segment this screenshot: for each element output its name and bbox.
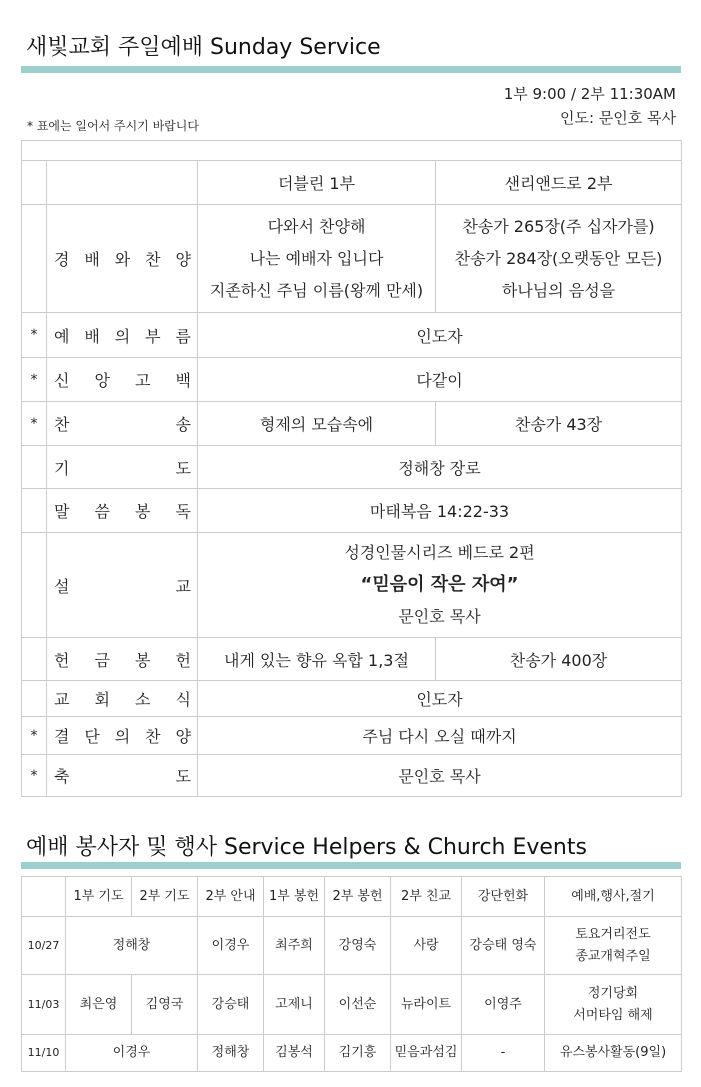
table-row: 11/10 이경우 정해창 김봉석 김기흥 믿음과섬김 - 유스봉사활동(9일): [22, 1035, 682, 1072]
sermon-title: “믿음이 작은 자여”: [360, 574, 519, 595]
offering-row: 헌 금 봉 헌 내게 있는 향유 옥합 1,3절 찬송가 400장: [22, 638, 682, 681]
row-label: 교 회 소 식: [54, 690, 191, 709]
service-info: [504, 82, 676, 130]
service-leader: 인도: 문인호 목사: [559, 109, 676, 127]
row-label: 헌 금 봉 헌: [54, 650, 191, 670]
row-label: 신 앙 고 백: [54, 371, 191, 390]
row-label: 경 배 와 찬 양: [54, 250, 191, 269]
service-times: 1부 9:00 / 2부 11:30AM: [503, 85, 676, 103]
helpers-header-row: 1부 기도 2부 기도 2부 안내 1부 봉헌 2부 봉헌 2부 친교 강단헌화 예배,행사,절기: [22, 877, 682, 917]
creed-row: * 신 앙 고 백 다같이: [22, 358, 682, 402]
sermon-preacher: 문인호 목사: [398, 607, 481, 626]
hymn-row: * 찬 송 형제의 모습속에 찬송가 43장: [22, 402, 682, 446]
table-spacer-row: [22, 141, 682, 161]
page-title: 새빛교회 주일예배 Sunday Service: [26, 35, 381, 60]
response-hymn-row: * 결 단 의 찬 양 주님 다시 오실 때까지: [22, 717, 682, 755]
row-label: 결 단 의 찬 양: [54, 727, 191, 746]
row-label: 찬 송: [54, 415, 191, 434]
call-to-worship-row: * 예 배 의 부 름 인도자: [22, 313, 682, 358]
prayer-row: 기 도 정해창 장로: [22, 446, 682, 489]
helpers-title: 예배 봉사자 및 행사 Service Helpers & Church Events: [26, 835, 587, 860]
order-of-service-table: [21, 140, 682, 797]
helpers-underline: [21, 862, 681, 869]
title-underline: [21, 66, 681, 73]
row-label: 축 도: [54, 767, 191, 786]
worship-row: [22, 205, 682, 313]
row-label: 설 교: [54, 576, 191, 596]
row-label: 예 배 의 부 름: [54, 326, 191, 346]
sermon-row: [22, 533, 682, 638]
benediction-row: * 축 도 문인호 목사: [22, 755, 682, 797]
scripture-row: 말 씀 봉 독 마태복음 14:22-33: [22, 489, 682, 533]
row-label: 기 도: [54, 458, 191, 478]
worship-songs-2: 찬송가 265장(주 십자가를) 찬송가 284장(오랫동안 모든) 하나님의 음성을: [436, 205, 682, 313]
worship-songs-1: 다와서 찬양해 나는 예배자 입니다 지존하신 주님 이름(왕께 만세): [198, 205, 436, 313]
helpers-table: [21, 876, 682, 1072]
announcements-row: 교 회 소 식 인도자: [22, 681, 682, 717]
table-row: 10/27 정해창 이경우 최주희 강영숙 사랑 강승태 영숙 토요거리전도 종교개혁주일: [22, 917, 682, 975]
table-row: 11/03 최은영 김영국 강승태 고제니 이선순 뉴라이트 이영주 정기당회 서머타임 해제: [22, 975, 682, 1035]
service2-header: 샌리앤드로 2부: [436, 161, 682, 205]
standing-note: * 표에는 일어서 주시기 바랍니다: [27, 119, 199, 133]
row-label: 말 씀 봉 독: [54, 502, 191, 521]
table-header-row: [22, 161, 682, 205]
sermon-series: 성경인물시리즈 베드로 2편: [344, 543, 535, 562]
service1-header: 더블린 1부: [198, 161, 436, 205]
